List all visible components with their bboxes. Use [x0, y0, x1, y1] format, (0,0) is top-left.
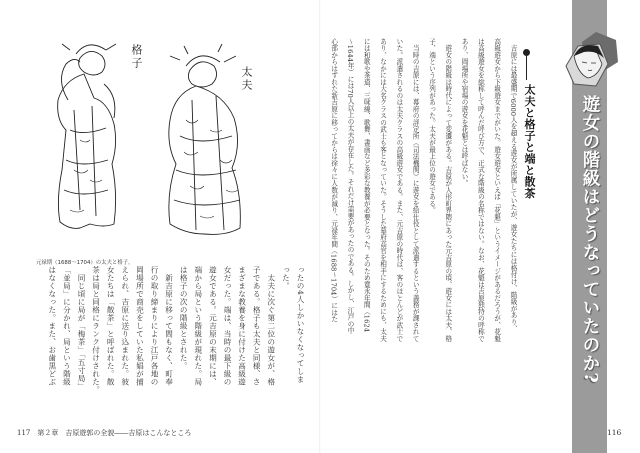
text-column: 端から局という階級が現れた。局: [193, 266, 203, 386]
text-column: 女たちは「散茶」と呼ばれた。散: [106, 266, 116, 386]
page-title: 遊女の階級はどうなっていたのか?: [580, 95, 600, 384]
text-column: った。: [281, 266, 291, 290]
figure-label-tayu: 太夫: [240, 66, 253, 92]
text-column: あり、岡場所や宿場の遊女を花魁とは呼ばない。: [460, 38, 469, 187]
text-column: えられ、吉原に送り込まれた。彼: [120, 266, 130, 386]
text-column: いた。派遣されるのは太夫クラスの高級遊女である。また、元吉原の時代は、客のほとんどが武士で: [394, 38, 403, 342]
text-column: 太夫に次ぐ第二位の遊女が、格: [266, 266, 276, 386]
text-column: は格子の次の階級とされた。: [179, 266, 189, 370]
text-column: 心部からはずれた新吉原に移ってからは徐々に人数が減り、元禄年間（1688〜1704）にはた: [329, 38, 338, 323]
text-column: あり、なかには大名クラスの武士も客となっていた。そうした幕府高官を相手にするためにも、太夫: [378, 38, 387, 342]
book-spine: [319, 0, 321, 453]
text-column: には和歌や茶道、三味線、歌舞、書画など多彩な教養が必要となった。そのため寛永年間（1624: [362, 38, 371, 333]
text-column: 子、端という序列があった。太夫が最上位の遊女である。: [427, 38, 436, 214]
text-column: 当時の吉原には、幕府の評定所（司法機関）に遊女を給仕役として派遣するという義務が課されて: [411, 38, 420, 342]
portrait-hexagon-icon: [560, 30, 622, 90]
text-column: 〜1644年）には70人以上の太夫が存在した。それだけ需要があったのである。しかし、江戸の中: [346, 38, 354, 335]
bullet-dot-icon: [523, 49, 530, 56]
running-footer: 117 第２章 吉原遊郭の全貌――吉原はこんなところ: [17, 429, 192, 437]
text-column: 同じ頃に局が「梅茶」「五寸局」: [77, 266, 86, 391]
text-column: ったの4人しかいなくなってしま: [296, 266, 305, 384]
text-column: 遊女である。元吉原の末期には、: [208, 266, 218, 386]
text-column: は高級遊女を総称して呼んだ呼び方で、正式な階級の名称ではない。なお、花魁は吉原独特の呼称で: [476, 38, 485, 342]
text-column: 吉原には最盛期で6000人を超える遊女が所属していたが、遊女たちには格付け、階級があり、: [509, 38, 517, 333]
figure-caption: 元禄期（1688〜1704）の太夫と格子。: [36, 260, 134, 266]
text-column: 行の取り締まりにより江戸各地の: [150, 266, 159, 386]
page-number: 116: [607, 428, 622, 437]
text-column: 「並局」に分かれ、局という階級: [62, 266, 72, 386]
text-column: 岡場所で商売をしていた私娼が捕: [135, 266, 145, 386]
text-column: 高級遊女から下級遊女までがいた。遊女遊女といえば「花魁」というイメージがあるだろうが、花魁: [492, 38, 501, 342]
text-column: 茶は局と同格にランク付けされた。: [91, 266, 101, 394]
section-heading: 太夫と格子と端と散茶: [523, 84, 536, 199]
text-column: 子である。格子も太夫と同様、さ: [252, 266, 262, 386]
figure-label-koshi: 格子: [130, 44, 143, 70]
text-column: 女だった。端は、当時の最下級の: [223, 266, 232, 386]
text-column: 新吉原に移って間もなく、町奉: [164, 266, 174, 386]
text-column: 遊女の階級は時代によって変遷がある。吉原が人形町界隈にあった元吉原の頃、遊女には太夫、格: [443, 38, 452, 342]
heading-rule: [526, 56, 527, 80]
text-column: まざまな教養を身に付けた高級遊: [237, 266, 247, 386]
text-column: はなくなった。また、お歯黒どぶ: [47, 266, 57, 386]
